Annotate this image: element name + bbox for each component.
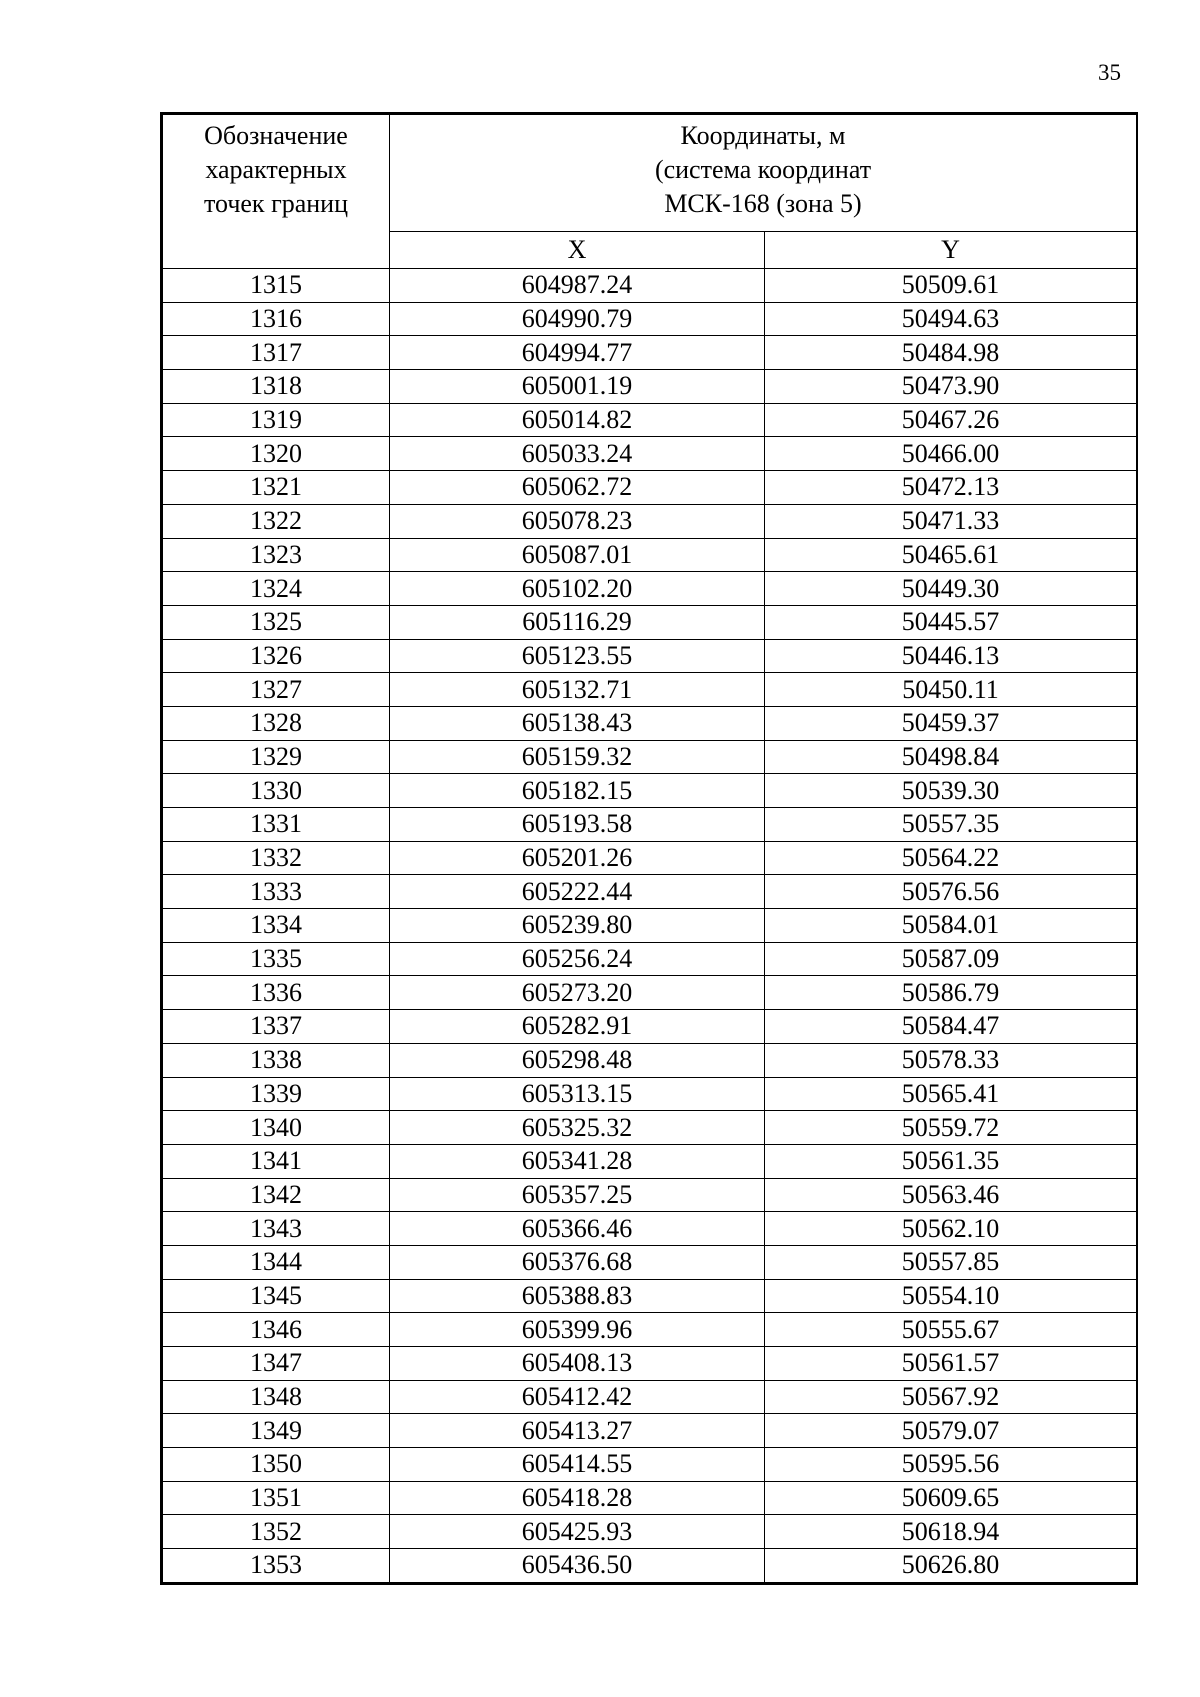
x-coordinate-cell: 605341.28 [390, 1144, 765, 1178]
x-coordinate-cell: 605357.25 [390, 1178, 765, 1212]
table-row [163, 370, 1137, 404]
y-coordinate-cell: 50446.13 [765, 639, 1137, 673]
table-row [163, 1549, 1137, 1583]
table-row [163, 909, 1137, 943]
table-row [163, 1212, 1137, 1246]
coordinates-table-frame [160, 112, 1138, 1585]
x-coordinate-cell: 605425.93 [390, 1515, 765, 1549]
x-coordinate-cell: 604990.79 [390, 302, 765, 336]
y-coordinate-cell: 50472.13 [765, 471, 1137, 505]
y-coordinate-cell: 50473.90 [765, 370, 1137, 404]
point-cell: 1321 [163, 471, 390, 505]
table-row [163, 1279, 1137, 1313]
y-coordinate-cell: 50484.98 [765, 336, 1137, 370]
x-coordinate-cell: 605414.55 [390, 1448, 765, 1482]
table-row [163, 1178, 1137, 1212]
table-row [163, 572, 1137, 606]
y-coordinate-cell: 50618.94 [765, 1515, 1137, 1549]
point-cell: 1328 [163, 706, 390, 740]
y-coordinate-cell: 50555.67 [765, 1313, 1137, 1347]
table-row [163, 706, 1137, 740]
x-coordinate-cell: 605399.96 [390, 1313, 765, 1347]
point-cell: 1351 [163, 1481, 390, 1515]
x-coordinate-cell: 605313.15 [390, 1077, 765, 1111]
point-cell: 1353 [163, 1549, 390, 1583]
x-coordinate-cell: 604987.24 [390, 269, 765, 303]
x-coordinate-cell: 605256.24 [390, 942, 765, 976]
y-coordinate-cell: 50494.63 [765, 302, 1137, 336]
point-cell: 1346 [163, 1313, 390, 1347]
table-row [163, 336, 1137, 370]
y-coordinate-cell: 50539.30 [765, 774, 1137, 808]
table-row [163, 841, 1137, 875]
table-row [163, 673, 1137, 707]
page-number: 35 [1098, 60, 1121, 85]
point-cell: 1352 [163, 1515, 390, 1549]
x-coordinate-cell: 605123.55 [390, 639, 765, 673]
y-coordinate-cell: 50465.61 [765, 538, 1137, 572]
point-cell: 1325 [163, 605, 390, 639]
x-coordinate-cell: 605001.19 [390, 370, 765, 404]
point-cell: 1315 [163, 269, 390, 303]
table-row [163, 1111, 1137, 1145]
y-coordinate-cell: 50562.10 [765, 1212, 1137, 1246]
table-row [163, 942, 1137, 976]
header-point-line-1: Обозначение [204, 121, 348, 150]
x-coordinate-cell: 604994.77 [390, 336, 765, 370]
header-coords-line-1: Координаты, м [680, 121, 846, 150]
point-cell: 1322 [163, 504, 390, 538]
point-cell: 1336 [163, 976, 390, 1010]
point-cell: 1323 [163, 538, 390, 572]
y-coordinate-cell: 50450.11 [765, 673, 1137, 707]
point-cell: 1339 [163, 1077, 390, 1111]
x-coordinate-cell: 605325.32 [390, 1111, 765, 1145]
header-point-line-3: точек границ [203, 189, 349, 218]
point-cell: 1347 [163, 1347, 390, 1381]
table-row [163, 1448, 1137, 1482]
table-row [163, 471, 1137, 505]
table-row [163, 740, 1137, 774]
x-coordinate-cell: 605116.29 [390, 605, 765, 639]
y-coordinate-cell: 50567.92 [765, 1380, 1137, 1414]
point-cell: 1348 [163, 1380, 390, 1414]
table-row [163, 1144, 1137, 1178]
point-cell: 1350 [163, 1448, 390, 1482]
y-coordinate-cell: 50564.22 [765, 841, 1137, 875]
coordinates-table [162, 114, 1137, 1583]
point-cell: 1331 [163, 808, 390, 842]
header-point-designation [163, 115, 390, 269]
point-cell: 1335 [163, 942, 390, 976]
x-coordinate-cell: 605376.68 [390, 1245, 765, 1279]
x-coordinate-cell: 605132.71 [390, 673, 765, 707]
x-coordinate-cell: 605436.50 [390, 1549, 765, 1583]
y-coordinate-cell: 50586.79 [765, 976, 1137, 1010]
point-cell: 1343 [163, 1212, 390, 1246]
table-row [163, 1347, 1137, 1381]
x-coordinate-cell: 605222.44 [390, 875, 765, 909]
y-coordinate-cell: 50563.46 [765, 1178, 1137, 1212]
header-point-line-2: характерных [205, 155, 347, 184]
table-row [163, 403, 1137, 437]
point-cell: 1342 [163, 1178, 390, 1212]
table-row [163, 1043, 1137, 1077]
point-cell: 1329 [163, 740, 390, 774]
table-row [163, 1481, 1137, 1515]
point-cell: 1317 [163, 336, 390, 370]
y-coordinate-cell: 50467.26 [765, 403, 1137, 437]
x-coordinate-cell: 605138.43 [390, 706, 765, 740]
point-cell: 1316 [163, 302, 390, 336]
y-coordinate-cell: 50626.80 [765, 1549, 1137, 1583]
y-coordinate-cell: 50445.57 [765, 605, 1137, 639]
x-coordinate-cell: 605182.15 [390, 774, 765, 808]
y-coordinate-cell: 50557.85 [765, 1245, 1137, 1279]
x-coordinate-cell: 605201.26 [390, 841, 765, 875]
table-body [163, 269, 1137, 1583]
table-row [163, 1077, 1137, 1111]
point-cell: 1319 [163, 403, 390, 437]
y-coordinate-cell: 50509.61 [765, 269, 1137, 303]
table-row [163, 1380, 1137, 1414]
point-cell: 1330 [163, 774, 390, 808]
x-coordinate-cell: 605159.32 [390, 740, 765, 774]
x-coordinate-cell: 605408.13 [390, 1347, 765, 1381]
point-cell: 1337 [163, 1010, 390, 1044]
y-coordinate-cell: 50565.41 [765, 1077, 1137, 1111]
y-coordinate-cell: 50584.47 [765, 1010, 1137, 1044]
point-cell: 1345 [163, 1279, 390, 1313]
table-row [163, 808, 1137, 842]
point-cell: 1334 [163, 909, 390, 943]
point-cell: 1340 [163, 1111, 390, 1145]
y-coordinate-cell: 50471.33 [765, 504, 1137, 538]
point-cell: 1324 [163, 572, 390, 606]
x-coordinate-cell: 605418.28 [390, 1481, 765, 1515]
table-row [163, 605, 1137, 639]
point-cell: 1326 [163, 639, 390, 673]
x-coordinate-cell: 605366.46 [390, 1212, 765, 1246]
y-coordinate-cell: 50559.72 [765, 1111, 1137, 1145]
table-row [163, 1245, 1137, 1279]
y-coordinate-cell: 50449.30 [765, 572, 1137, 606]
table-row [163, 639, 1137, 673]
table-row [163, 875, 1137, 909]
point-cell: 1320 [163, 437, 390, 471]
y-coordinate-cell: 50578.33 [765, 1043, 1137, 1077]
point-cell: 1333 [163, 875, 390, 909]
y-coordinate-cell: 50554.10 [765, 1279, 1137, 1313]
header-y: Y [765, 232, 1137, 269]
y-coordinate-cell: 50498.84 [765, 740, 1137, 774]
table-row [163, 1010, 1137, 1044]
table-row [163, 1515, 1137, 1549]
y-coordinate-cell: 50561.35 [765, 1144, 1137, 1178]
point-cell: 1341 [163, 1144, 390, 1178]
x-coordinate-cell: 605388.83 [390, 1279, 765, 1313]
y-coordinate-cell: 50595.56 [765, 1448, 1137, 1482]
y-coordinate-cell: 50587.09 [765, 942, 1137, 976]
table-row [163, 302, 1137, 336]
table-row [163, 1414, 1137, 1448]
table-row [163, 538, 1137, 572]
header-coords-line-3: МСК-168 (зона 5) [664, 189, 862, 218]
table-row [163, 437, 1137, 471]
y-coordinate-cell: 50561.57 [765, 1347, 1137, 1381]
x-coordinate-cell: 605102.20 [390, 572, 765, 606]
point-cell: 1349 [163, 1414, 390, 1448]
point-cell: 1332 [163, 841, 390, 875]
y-coordinate-cell: 50584.01 [765, 909, 1137, 943]
point-cell: 1318 [163, 370, 390, 404]
y-coordinate-cell: 50459.37 [765, 706, 1137, 740]
x-coordinate-cell: 605087.01 [390, 538, 765, 572]
x-coordinate-cell: 605014.82 [390, 403, 765, 437]
x-coordinate-cell: 605298.48 [390, 1043, 765, 1077]
x-coordinate-cell: 605078.23 [390, 504, 765, 538]
x-coordinate-cell: 605033.24 [390, 437, 765, 471]
x-coordinate-cell: 605193.58 [390, 808, 765, 842]
table-row [163, 269, 1137, 303]
table-row [163, 774, 1137, 808]
point-cell: 1327 [163, 673, 390, 707]
x-coordinate-cell: 605273.20 [390, 976, 765, 1010]
y-coordinate-cell: 50579.07 [765, 1414, 1137, 1448]
y-coordinate-cell: 50557.35 [765, 808, 1137, 842]
table-row [163, 1313, 1137, 1347]
header-coordinates [390, 115, 1137, 232]
x-coordinate-cell: 605412.42 [390, 1380, 765, 1414]
y-coordinate-cell: 50576.56 [765, 875, 1137, 909]
x-coordinate-cell: 605062.72 [390, 471, 765, 505]
table-header [163, 115, 1137, 269]
header-coords-line-2: (система координат [654, 155, 872, 184]
x-coordinate-cell: 605282.91 [390, 1010, 765, 1044]
x-coordinate-cell: 605413.27 [390, 1414, 765, 1448]
header-x: X [390, 232, 765, 269]
x-coordinate-cell: 605239.80 [390, 909, 765, 943]
point-cell: 1344 [163, 1245, 390, 1279]
y-coordinate-cell: 50466.00 [765, 437, 1137, 471]
table-row [163, 976, 1137, 1010]
table-row [163, 504, 1137, 538]
y-coordinate-cell: 50609.65 [765, 1481, 1137, 1515]
point-cell: 1338 [163, 1043, 390, 1077]
